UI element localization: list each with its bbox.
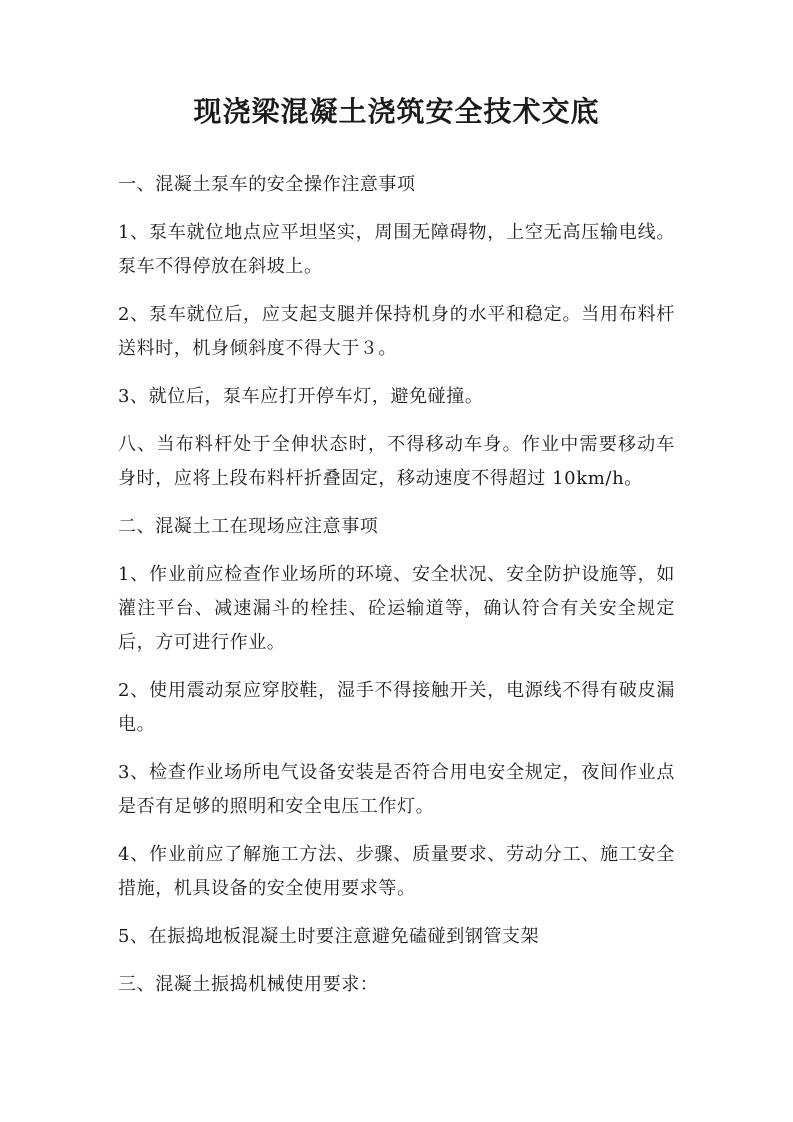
section-heading-2: 二、混凝土工在现场应注意事项	[118, 516, 379, 537]
paragraph: 2、使用震动泵应穿胶鞋，湿手不得接触开关，电源线不得有破皮漏电。	[118, 680, 675, 735]
paragraph: 3、就位后，泵车应打开停车灯，避免碰撞。	[118, 386, 484, 407]
paragraph: 八、当布料杆处于全伸状态时，不得移动车身。作业中需要移动车身时，应将上段布料杆折叠固定，移动速度不得超过 10km/h。	[118, 434, 675, 489]
section-heading-3: 三、混凝土振捣机械使用要求：	[118, 974, 379, 995]
paragraph: 1、作业前应检查作业场所的环境、安全状况、安全防护设施等，如灌注平台、减速漏斗的栓挂、砼运输道等，确认符合有关安全规定后，方可进行作业。	[118, 564, 675, 653]
paragraph: 2、泵车就位后，应支起支腿并保持机身的水平和稳定。当用布料杆送料时，机身倾斜度不得大于３。	[118, 304, 675, 359]
paragraph: 1、泵车就位地点应平坦坚实，周围无障碍物，上空无高压输电线。泵车不得停放在斜坡上。	[118, 222, 675, 277]
section-heading-1: 一、混凝土泵车的安全操作注意事项	[118, 174, 416, 195]
paragraph: 3、检查作业场所电气设备安装是否符合用电安全规定，夜间作业点是否有足够的照明和安全电压工作灯。	[118, 762, 675, 817]
paragraph: 5、在振捣地板混凝土时要注意避免磕碰到钢管支架	[118, 926, 540, 947]
paragraph: 4、作业前应了解施工方法、步骤、质量要求、劳动分工、施工安全措施，机具设备的安全使用要求等。	[118, 844, 675, 899]
document-title: 现浇梁混凝土浇筑安全技术交底	[193, 95, 600, 128]
